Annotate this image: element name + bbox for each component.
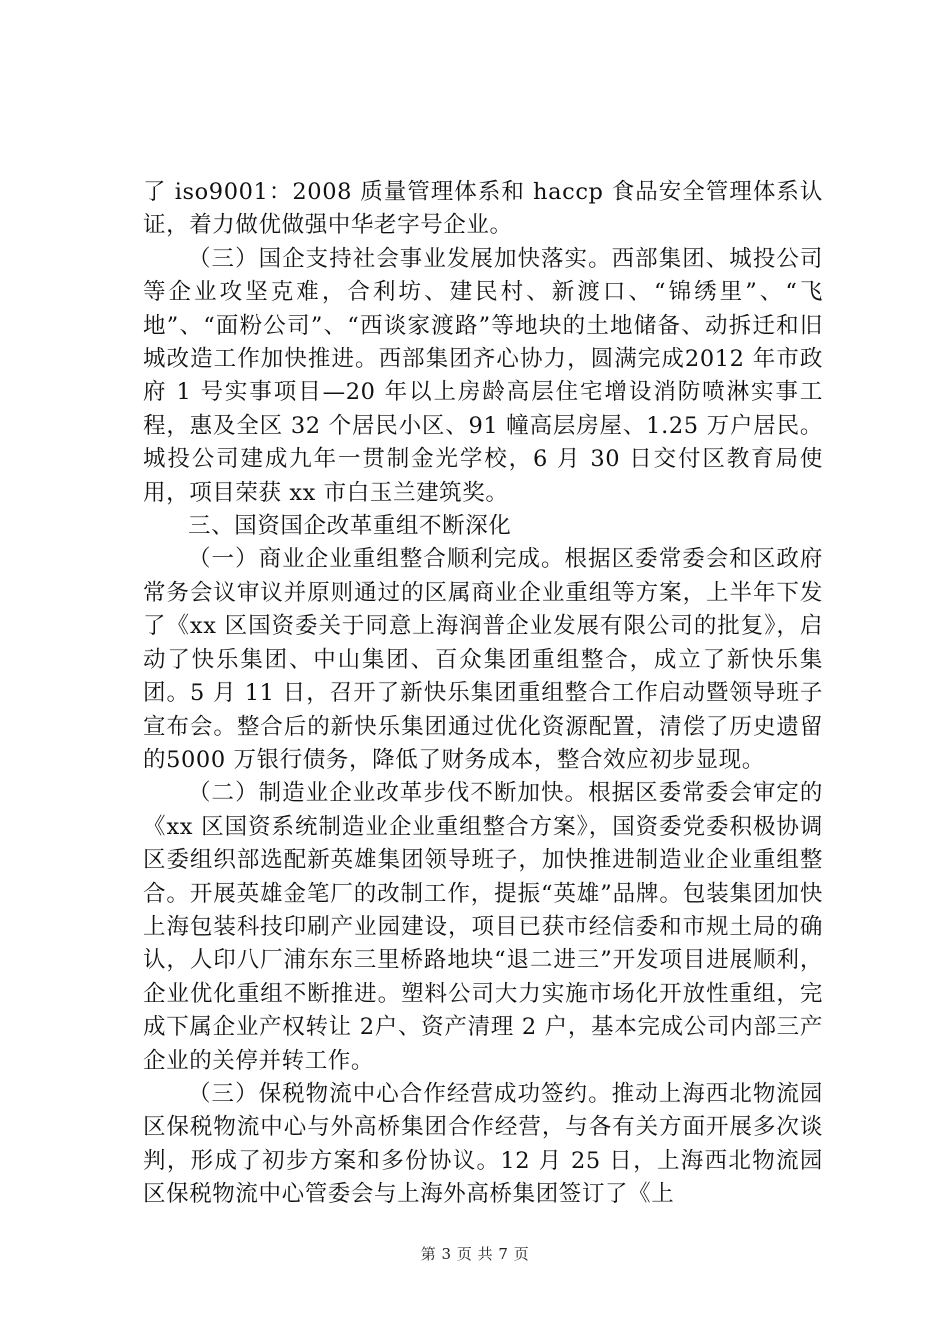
document-body xyxy=(143,176,823,1212)
paragraph-bonded-logistics: （三）保税物流中心合作经营成功签约。推动上海西北物流园区保税物流中心与外高桥集团合作经营，与各有关方面开展多次谈判，形成了初步方案和多份协议。12 月 25 日，上海西北物流园区保税物流中心管委会与上海外高桥集团签订了《上 xyxy=(143,1080,823,1208)
paragraph-social-affairs: （三）国企支持社会事业发展加快落实。西部集团、城投公司等企业攻坚克难，合利坊、建民村、新渡口、“锦绣里”、“飞地”、“面粉公司”、“西谈家渡路”等地块的土地储备、动拆迁和旧城改造工作加快推进。西部集团齐心协力，圆满完成2012 年市政府 1 号实事项目—20 年以上房龄高层住宅增设消防喷淋实事工程，惠及全区 32 个居民小区、91 幢高层房屋、1.25 万户居民。城投公司建成九年一贯制金光学校，6 月 30 日交付区教育局使用，项目荣获 xx 市白玉兰建筑奖。 xyxy=(143,245,823,506)
paragraph-commercial-restructuring: （一）商业企业重组整合顺利完成。根据区委常委会和区政府常务会议审议并原则通过的区属商业企业重组等方案，上半年下发了《xx 区国资委关于同意上海润普企业发展有限公司的批复》，启动了快乐集团、中山集团、百众集团重组整合，成立了新快乐集团。5 月 11 日，召开了新快乐集团重组整合工作启动暨领导班子宣布会。整合后的新快乐集团通过优化资源配置，清偿了历史遗留的5000 万银行债务，降低了财务成本，整合效应初步显现。 xyxy=(143,546,823,773)
page-footer: 第 3 页 共 7 页 xyxy=(420,1245,530,1263)
section-heading-reform: 三、国资国企改革重组不断深化 xyxy=(188,513,512,540)
paragraph-continuation: 了 iso9001：2008 质量管理体系和 haccp 食品安全管理体系认证，着力做优做强中华老字号企业。 xyxy=(143,179,823,239)
paragraph-manufacturing-reform: （二）制造业企业改革步伐不断加快。根据区委常委会审定的《xx 区国资系统制造业企业重组整合方案》，国资委党委积极协调区委组织部选配新英雄集团领导班子，加快推进制造业企业重组整合。开展英雄金笔厂的改制工作，提振“英雄”品牌。包装集团加快上海包装科技印刷产业园建设，项目已获市经信委和市规土局的确认，人印八厂浦东东三里桥路地块“退二进三”开发项目进展顺利，企业优化重组不断推进。塑料公司大力实施市场化开放性重组，完成下属企业产权转让 2户、资产清理 2 户，基本完成公司内部三产企业的关停并转工作。 xyxy=(143,780,823,1074)
